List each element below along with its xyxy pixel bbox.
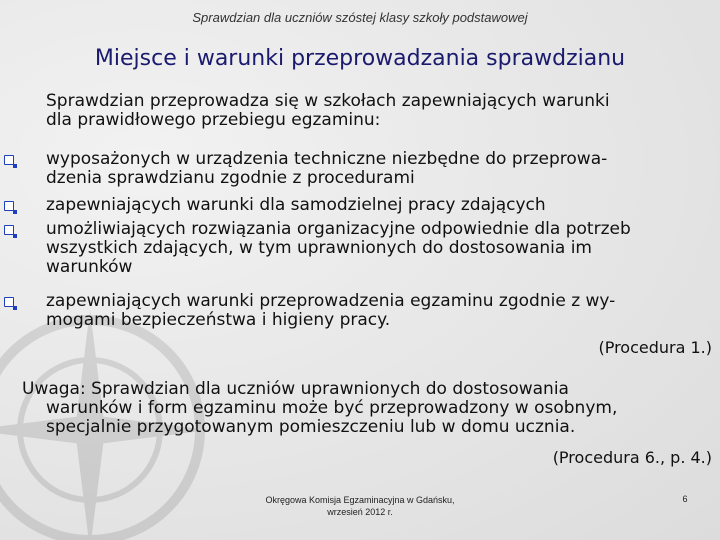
procedure-reference: (Procedura 1.) (598, 338, 712, 357)
procedure-reference: (Procedura 6., p. 4.) (552, 448, 712, 467)
bullet-line: zapewniających warunki dla samodzielnej pracy zdających (46, 195, 546, 215)
slide-header: Sprawdzian dla uczniów szóstej klasy szkoły podstawowej (192, 10, 528, 25)
footer (240, 494, 480, 518)
note-line: Uwaga: Sprawdzian dla uczniów uprawnionych do dostosowania (22, 379, 569, 399)
slide-title: Miejsce i warunki przeprowadzania sprawdzianu (94, 46, 626, 71)
footer-line: wrzesień 2012 r. (327, 507, 393, 517)
bullet-text (46, 220, 710, 277)
bullet-line: warunków (46, 257, 133, 277)
bullet-text (46, 292, 710, 330)
square-bullet-icon (4, 225, 14, 235)
intro-line: dla prawidłowego przebiegu egzaminu: (46, 110, 381, 130)
bullet-line: wyposażonych w urządzenia techniczne niezbędne do przeprowa- (46, 149, 608, 169)
note-line: specjalnie przygotowanym pomieszczeniu lub w domu ucznia. (46, 417, 576, 437)
intro-text (46, 92, 706, 130)
bullet-line: umożliwiających rozwiązania organizacyjne odpowiednie dla potrzeb (46, 219, 631, 239)
bullet-text (46, 196, 710, 215)
square-bullet-icon (4, 155, 14, 165)
bullet-text (46, 150, 710, 188)
bullet-line: dzenia sprawdzianu zgodnie z procedurami (46, 168, 415, 188)
bullet-line: zapewniających warunki przeprowadzenia egzaminu zgodnie z wy- (46, 291, 616, 311)
square-bullet-icon (4, 297, 14, 307)
bullet-line: mogami bezpieczeństwa i higieny pracy. (46, 310, 391, 330)
note-line: warunków i form egzaminu może być przeprowadzony w osobnym, (46, 398, 618, 418)
square-bullet-icon (4, 201, 14, 211)
page-number: 6 (682, 494, 688, 504)
footer-line: Okręgowa Komisja Egzaminacyjna w Gdańsku, (265, 495, 455, 505)
intro-line: Sprawdzian przeprowadza się w szkołach zapewniających warunki (46, 91, 610, 111)
note-text (22, 380, 712, 437)
bullet-line: wszystkich zdających, w tym uprawnionych do dostosowania im (46, 238, 592, 258)
